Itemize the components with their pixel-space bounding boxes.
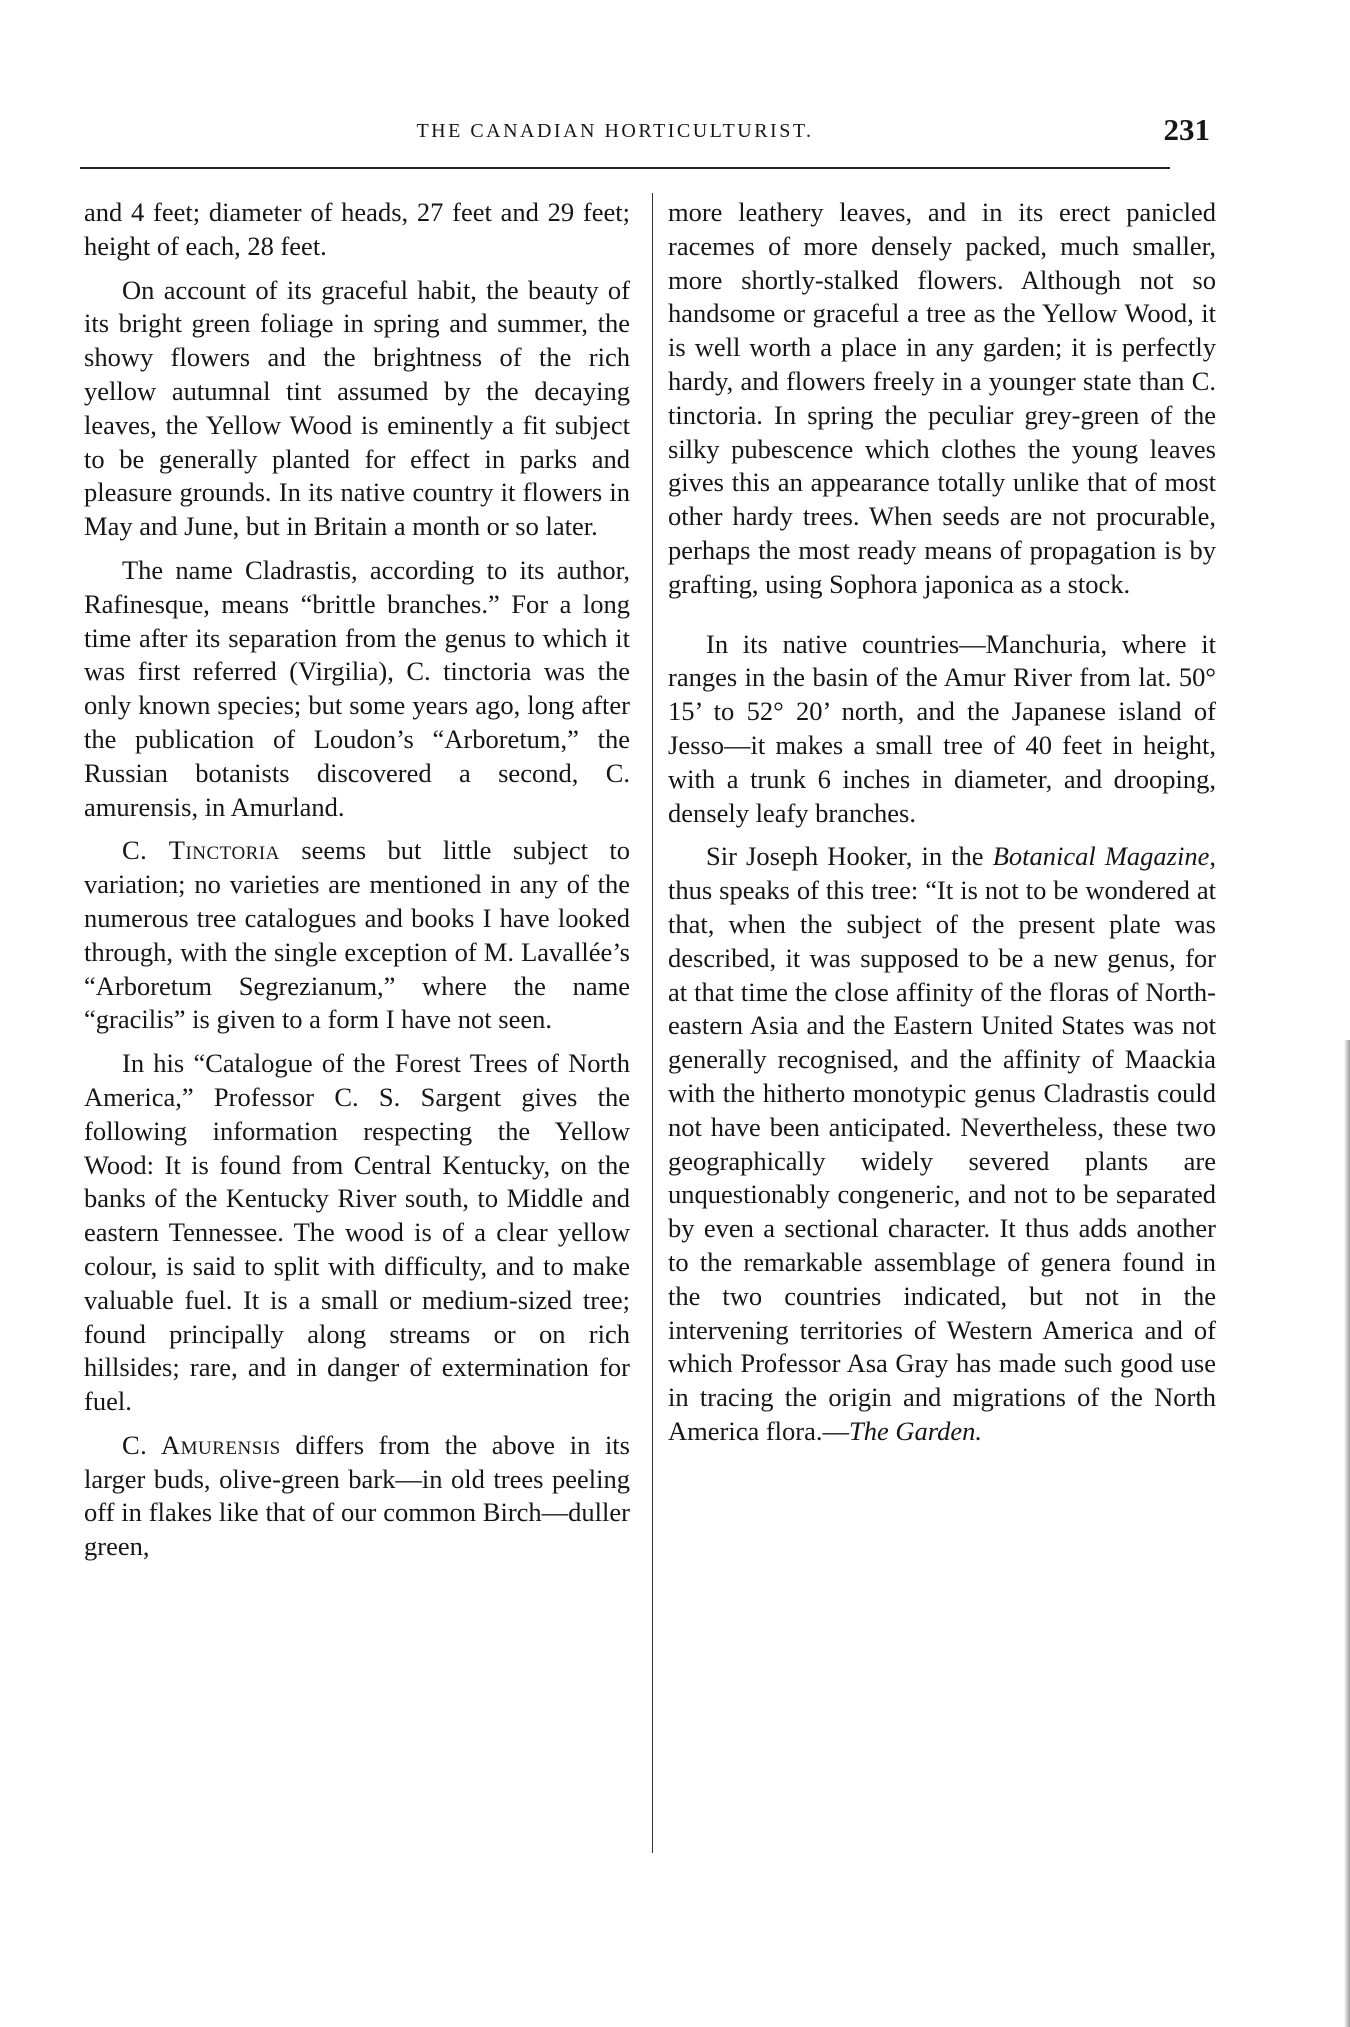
paragraph: On account of its graceful habit, the beauty of its bright green foliage in spring and summer, the showy flowers and the brightness of the rich yellow autumnal tint assumed by the decaying leaves, the Yellow Wood is eminently a fit subject to be generally planted for effect in parks and pleasure grounds. In its native country it flowers in May and June, but in Britain a month or so later. — [84, 274, 630, 542]
paragraph: In his “Catalogue of the Forest Trees of North America,” Professor C. S. Sargent gives the following information respecting the Yellow Wood: It is found from Central Kentucky, on the banks of the Kentucky River south, to Middle and eastern Tennessee. The wood is of a clear yellow colour, is said to split with difficulty, and to make valuable fuel. It is a small or medium-sized tree; found principally along streams or on rich hillsides; rare, and in danger of extermination for fuel. — [84, 1048, 630, 1417]
species-name: C. Amurensis — [122, 1429, 281, 1460]
page-header — [80, 112, 1210, 156]
running-title: THE CANADIAN HORTICULTURIST. — [416, 120, 814, 142]
paragraph: more leathery leaves, and in its erect panicled racemes of more densely packed, much smaller, more shortly-stalked flowers. Although not so handsome or graceful a tree as the Yellow Wood, it is well worth a place in any garden; it is perfectly hardy, and flowers freely in a younger state than C. tinctoria. In spring the peculiar grey-green of the silky pubescence which clothes the young leaves gives this an appearance totally unlike that of most other hardy trees. When seeds are not procurable, perhaps the most ready means of propagation is by grafting, using Sophora japonica as a stock. — [668, 197, 1216, 599]
paragraph: In its native countries—Manchuria, where it ranges in the basin of the Amur River from lat. 50° 15’ to 52° 20’ north, and the Japanese island of Jesso—it makes a small tree of 40 feet in height, with a trunk 6 inches in diameter, and drooping, densely leafy branches. — [668, 628, 1216, 828]
species-name: C. Tinctoria — [122, 835, 280, 866]
paragraph — [84, 834, 630, 1037]
paragraph: and 4 feet; diameter of heads, 27 feet and 29 feet; height of each, 28 feet. — [84, 197, 630, 261]
paragraph-text: , thus speaks of this tree: “It is not to be wondered at that, when the subject of the present plate was described, it was supposed to be a new genus, for at that time the close affinity of the floras of North-eastern Asia and the Eastern United States was not generally recognised, and the affinity of Maackia with the hitherto monotypic genus Cladrastis could not have been anticipated. Nevertheless, these two geographically widely severed plants are unquestionably congeneric, and not to be separated by even a sectional character. It thus adds another to the remarkable assemblage of genera found in the two countries indicated, but not in the intervening territories of Western America and of which Professor Asa Gray has made such good use in tracing the origin and migrations of the North America flora.— — [668, 841, 1216, 1446]
paragraph-text: differs from the above in its larger buds, olive-green bark—in old trees peeling off in flakes like that of our common Birch—duller green, — [84, 1429, 630, 1562]
page-number: 231 — [1163, 112, 1210, 147]
paragraph — [668, 840, 1216, 1448]
header-rule — [80, 167, 1170, 169]
paragraph: The name Cladrastis, according to its author, Rafinesque, means “brittle branches.” For a long time after its separation from the genus to which it was first referred (Virgilia), C. tinctoria was the only known species; but some years ago, long after the publication of Loudon’s “Arboretum,” the Russian botanists discovered a second, C. amurensis, in Amurland. — [84, 554, 630, 822]
right-column — [668, 196, 1216, 1459]
paragraph-text: Sir Joseph Hooker, in the — [706, 841, 993, 872]
column-divider — [652, 193, 653, 1853]
paragraph — [84, 1429, 630, 1564]
page-edge-shadow — [1344, 1040, 1350, 2027]
left-column — [84, 196, 630, 1574]
magazine-title: Botanical Magazine — [992, 841, 1210, 872]
source-credit: The Garden. — [849, 1415, 982, 1446]
paragraph-text: seems but little subject to variation; no varieties are mentioned in any of the numerous tree catalogues and books I have looked through, with the single exception of M. Lavallée’s “Arboretum Segrezianum,” where the name “gracilis” is given to a form I have not seen. — [84, 835, 631, 1035]
